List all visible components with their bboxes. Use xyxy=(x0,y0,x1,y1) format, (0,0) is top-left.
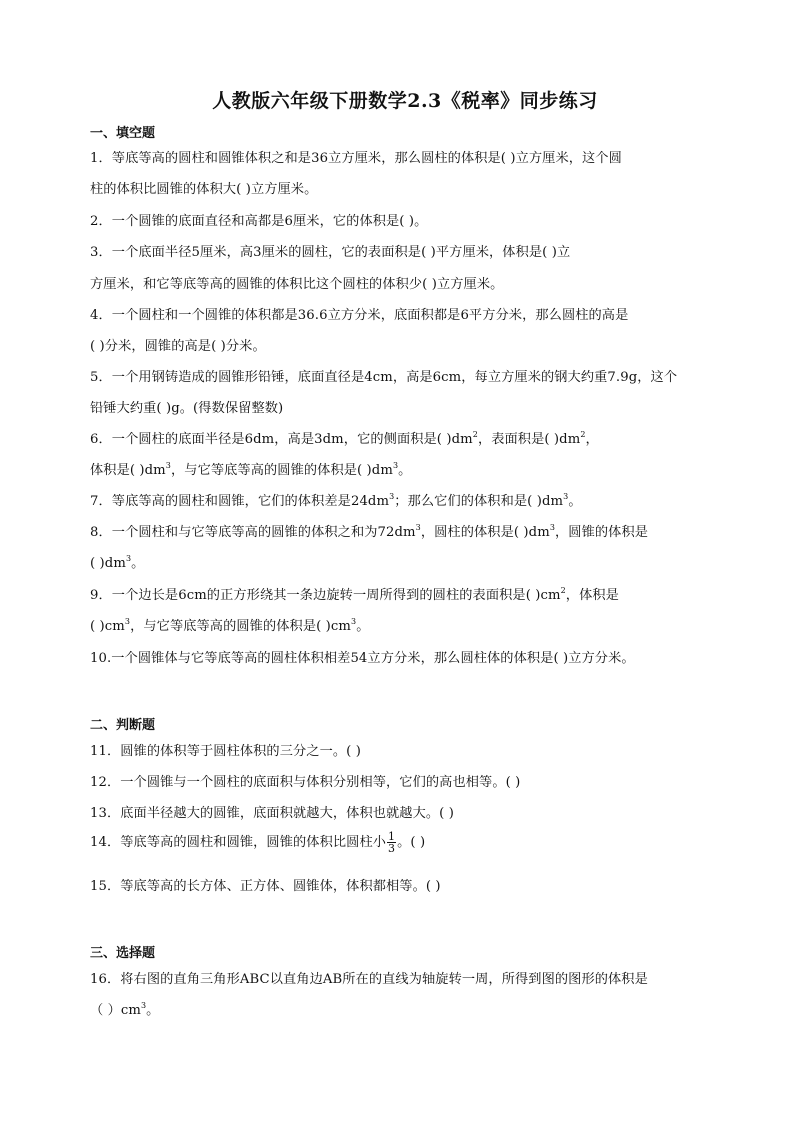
question-6-line-2: 体积是( )$dm^3$，与它等底等高的圆锥的体积是( )$dm^3$。 xyxy=(90,461,412,478)
question-13: 13．底面半径越大的圆锥，底面积就越大，体积也就越大。( ) xyxy=(90,806,454,821)
question-9-line-1: 9．一个边长是6cm的正方形绕其一条边旋转一周所得到的圆柱的表面积是( )$cm^2$，体积是 xyxy=(90,586,619,603)
section-fill-heading: 一、填空题 xyxy=(90,126,156,141)
question-16-line-2: （ ）$cm^3$。 xyxy=(90,1001,160,1018)
question-6-line-1: 6．一个圆柱的底面半径是6dm，高是3dm，它的侧面积是( )$dm^2$，表面积是( )$dm^2$， xyxy=(90,430,599,447)
question-15: 15．等底等高的长方体、正方体、圆锥体，体积都相等。( ) xyxy=(90,879,441,894)
question-5-line-1: 5．一个用钢铸造成的圆锥形铅锤，底面直径是4cm，高是6cm，每立方厘米的钢大约重7.9g，这个 xyxy=(90,370,678,385)
question-2: 2．一个圆锥的底面直径和高都是6厘米，它的体积是( )。 xyxy=(90,214,428,229)
question-3-line-2: 方厘米，和它等底等高的圆锥的体积比这个圆柱的体积少( )立方厘米。 xyxy=(90,277,504,292)
question-9-line-2: ( )$cm^3$，与它等底等高的圆锥的体积是( )$cm^3$。 xyxy=(90,617,370,634)
question-4-line-2: ( )分米，圆锥的高是( )分米。 xyxy=(90,339,266,354)
section-choice-heading: 三、选择题 xyxy=(90,946,156,961)
section-judge-heading: 二、判断题 xyxy=(90,718,156,733)
question-5-line-2: 铅锤大约重( )g。(得数保留整数) xyxy=(90,401,284,416)
question-10: 10.一个圆锥体与它等底等高的圆柱体积相差54立方分米，那么圆柱体的体积是( )立方分米。 xyxy=(90,651,635,666)
one-third-fraction: $\frac{1}{3}$ xyxy=(388,830,396,855)
question-1-line-2: 柱的体积比圆锥的体积大( )立方厘米。 xyxy=(90,182,318,197)
question-8-line-2: ( )$dm^3$。 xyxy=(90,554,145,571)
page-title: 人教版六年级下册数学2.3《税率》同步练习 xyxy=(212,90,598,112)
question-16-line-1: 16．将右图的直角三角形ABC以直角边AB所在的直线为轴旋转一周，所得到图的图形的体积是 xyxy=(90,972,648,987)
question-12: 12．一个圆锥与一个圆柱的底面积与体积分别相等，它们的高也相等。( ) xyxy=(90,775,521,790)
question-7: 7．等底等高的圆柱和圆锥，它们的体积差是$24dm^3$；那么它们的体积和是( )$dm^3$。 xyxy=(90,492,582,509)
question-14: 14．等底等高的圆柱和圆锥，圆锥的体积比圆柱小 $\frac{1}{3}$ 。( ) xyxy=(90,830,426,855)
question-11: 11．圆锥的体积等于圆柱体积的三分之一。( ) xyxy=(90,744,361,759)
question-4-line-1: 4．一个圆柱和一个圆锥的体积都是36.6立方分米，底面积都是6平方分米，那么圆柱的高是 xyxy=(90,308,629,323)
question-1-line-1: 1．等底等高的圆柱和圆锥体积之和是36立方厘米，那么圆柱的体积是( )立方厘米，这个圆 xyxy=(90,151,622,166)
question-8-line-1: 8．一个圆柱和与它等底等高的圆锥的体积之和为$72dm^3$，圆柱的体积是( )$dm^3$，圆锥的体积是 xyxy=(90,523,649,540)
question-3-line-1: 3．一个底面半径5厘米，高3厘米的圆柱，它的表面积是( )平方厘米，体积是( )立 xyxy=(90,245,571,260)
